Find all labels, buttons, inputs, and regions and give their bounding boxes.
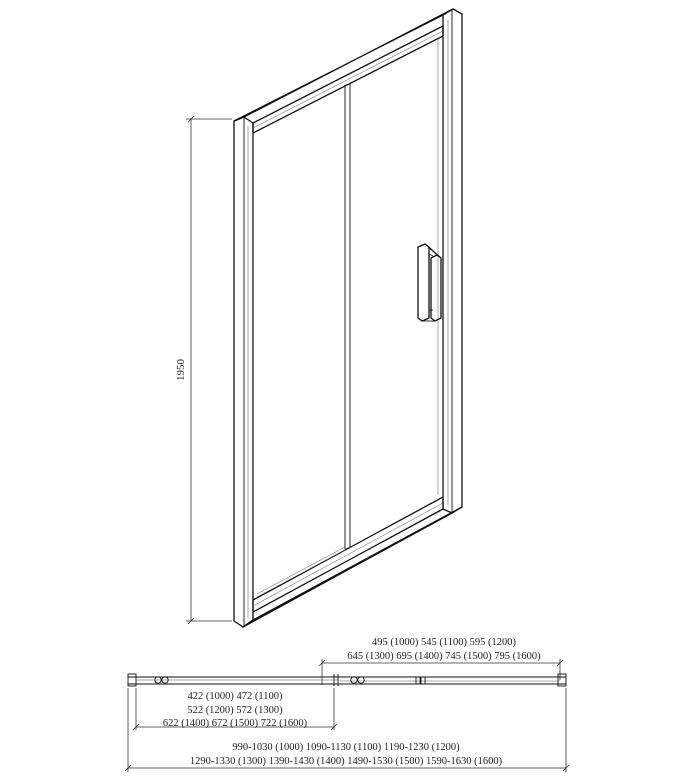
fixed-width-row-1: 422 (1000) 472 (1100) [187,691,283,702]
sliding-width-row-1: 495 (1000) 545 (1100) 595 (1200) [372,637,516,648]
plan-profile [128,674,566,686]
height-label: 1950 [175,359,187,381]
sliding-glass-panel [345,38,438,549]
top-rail [234,9,453,133]
sliding-panel-dimension [319,637,563,685]
fixed-width-row-2: 522 (1200) 572 (1300) [187,705,283,716]
door-plan-view [125,637,569,772]
right-frame-post [443,9,462,513]
overall-width-row-1: 990-1030 (1000) 1090-1130 (1100) 1190-1230 (1200) [232,742,460,753]
overall-width-row-2: 1290-1330 (1300) 1390-1430 (1400) 1490-1530 (1500) 1590-1630 (1600) [189,756,503,767]
door-elevation [175,9,462,627]
height-dimension [175,116,232,624]
left-frame-post [234,117,253,627]
fixed-panel-dimension [133,688,337,730]
fixed-width-row-3: 622 (1400) 672 (1500) 722 (1600) [162,718,308,729]
door-handle [418,244,441,321]
sliding-width-row-2: 645 (1300) 695 (1400) 745 (1500) 795 (1600) [347,651,541,662]
bottom-rail [243,497,462,627]
